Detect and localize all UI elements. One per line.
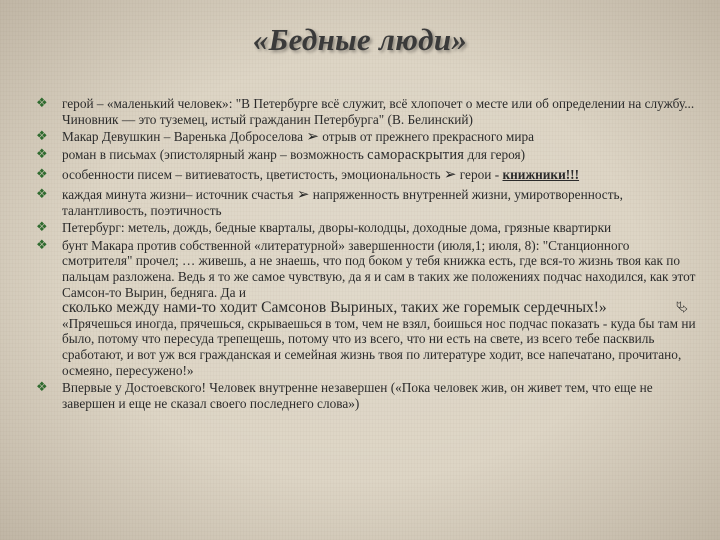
bullet-list: [36, 96, 698, 413]
item-text: Макар Девушкин – Варенька Доброселова: [62, 129, 304, 145]
underlined-text: книжники!!!: [502, 167, 580, 183]
item-text: герой – «маленький человек»: "В Петербурге всё служит, всё хлопочет о месте или об определении на службу... Чиновник — это туземец, истый гражданин Петербурга" (В. Белинский): [62, 96, 695, 127]
item-text: Петербург: метель, дождь, бедные кварталы, дворы-колодцы, доходные дома, грязные квартирки: [62, 220, 612, 236]
item-text: напряженность внутренней жизни, умиротворенность, талантливость, поэтичность: [62, 186, 623, 218]
list-item: [36, 129, 698, 145]
item-text: особенности писем – витиеватость, цветистость, эмоциональность: [62, 167, 441, 183]
item-text: роман в письмах (эпистолярный жанр – возможность: [62, 146, 364, 162]
item-text-large: [62, 300, 698, 316]
bullet-icon: ❖: [36, 220, 48, 236]
slide-title: «Бедные люди»: [252, 22, 468, 57]
item-text: Впервые у Достоевского! Человек внутренне незавершен («Пока человек жив, он живет тем, что еще не завершен и еще не сказал своего последнего слова»): [62, 380, 653, 411]
list-item: [36, 167, 698, 183]
arrow-icon: ➢: [306, 127, 319, 146]
bullet-icon: ❖: [36, 380, 48, 396]
item-text: каждая минута жизни– источник счастья: [62, 186, 294, 202]
bullet-icon: ❖: [36, 167, 48, 183]
item-text: бунт Макара против собственной «литературной» завершенности (июля,1; июля, 8): "Станционного смотрителя" прочел; … живешь, а не знаешь, что под боком у тебя книжка есть, где вся-то жизнь твоя как по пальцам разложена. Ведь я то же самое чувствую, да я и сам в таких же положениях подчас находился, как этот Самсон-то Вырин, бедняга. Да и: [62, 237, 696, 300]
bullet-icon: ❖: [36, 129, 48, 145]
item-text: герои -: [459, 167, 500, 183]
arrow-icon: ➢: [296, 184, 310, 203]
check-arrow-icon: ⮱: [675, 298, 688, 317]
item-text: для героя): [467, 146, 526, 162]
quote-text: «Прячешься иногда, прячешься, скрываешься в том, чем не взял, боишься нос подчас показать - куда бы там ни было, потому что пересуда трепещешь, потому что из всего, что ни есть на свете, из всего тебе пасквиль сработают, и вот уж вся гражданская и семейная жизнь твоя по литературе ходит, все напечатано, прочитано, осмеяно, пересужено!»: [62, 315, 696, 378]
item-text: отрыв от прежнего прекрасного мира: [322, 129, 535, 145]
bullet-icon: ❖: [36, 96, 48, 111]
list-item: [36, 220, 698, 236]
list-item: [36, 147, 698, 164]
list-item: [36, 238, 698, 378]
list-item: [36, 96, 698, 127]
arrow-icon: ➢: [443, 165, 457, 184]
item-text: сколько между нами-то ходит Самсонов Выриных, таких же горемык сердечных!»: [62, 299, 607, 317]
bullet-icon: ❖: [36, 146, 48, 162]
list-item: [36, 184, 698, 218]
bullet-icon: ❖: [36, 186, 48, 202]
emphasis-text: самораскрытия: [367, 146, 465, 163]
bullet-icon: ❖: [36, 237, 48, 253]
list-item: [36, 380, 698, 411]
